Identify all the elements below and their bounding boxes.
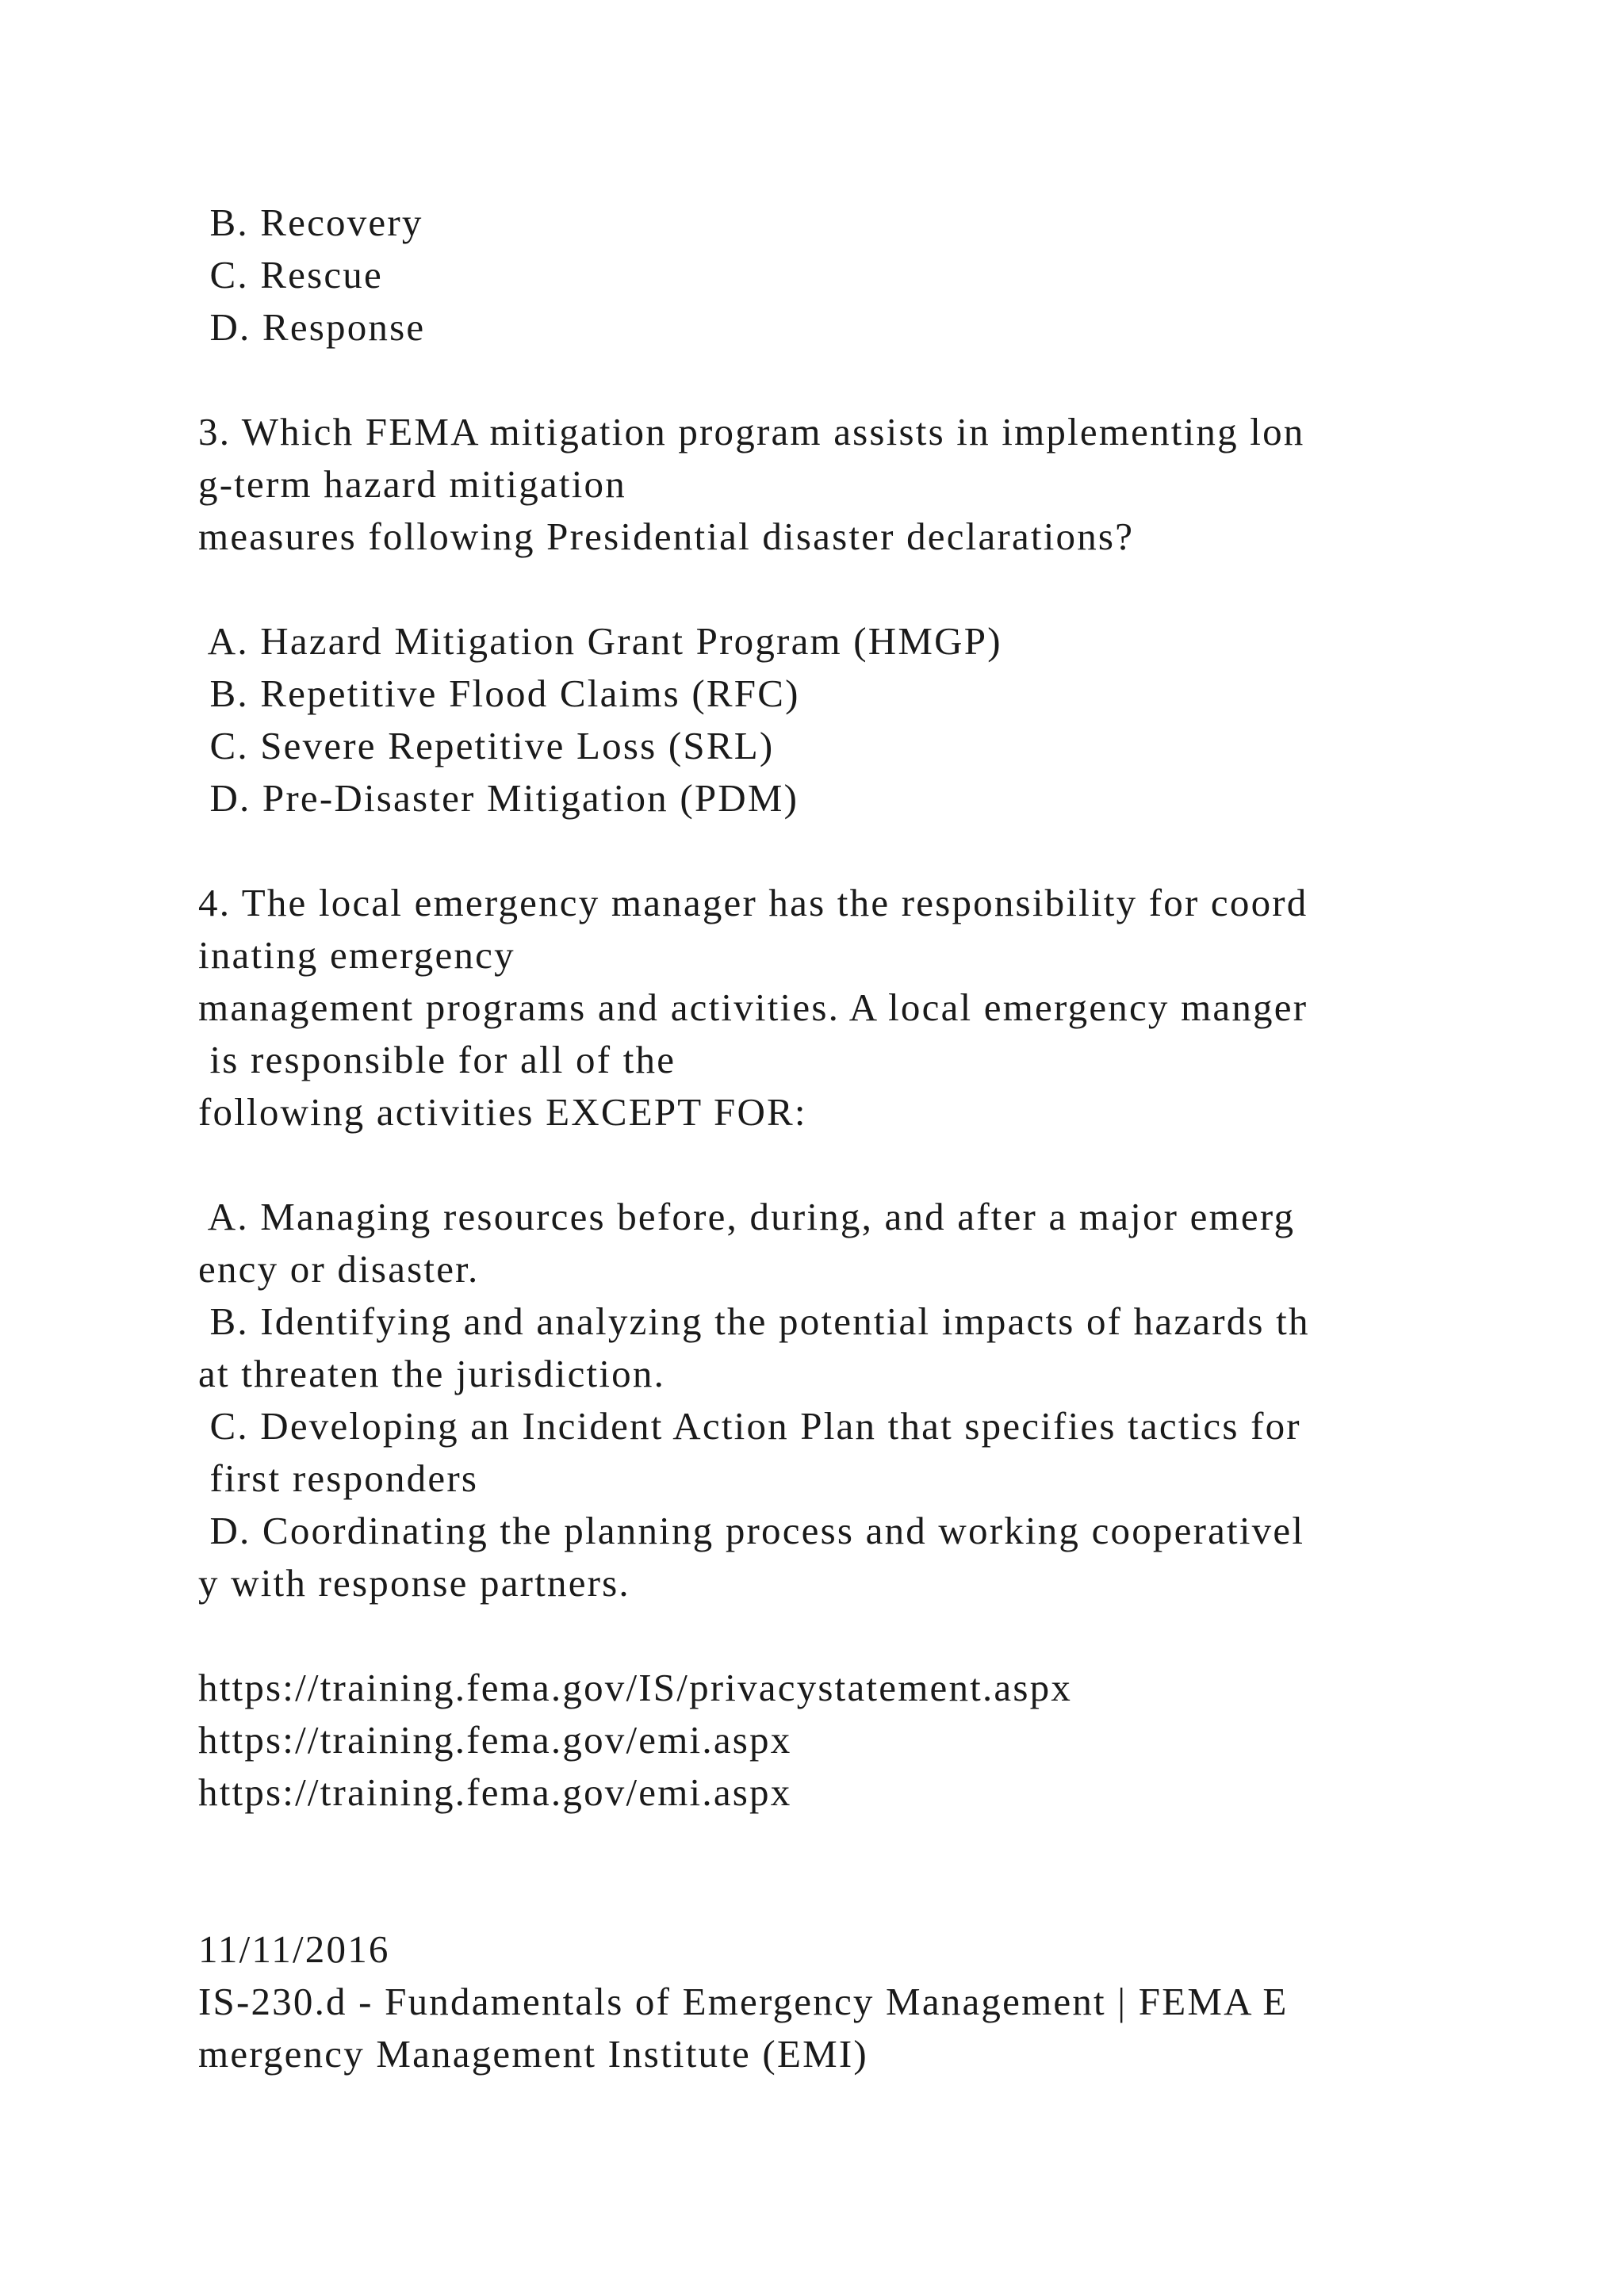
answer-option-line: A. Managing resources before, during, and after a major emerg — [198, 1195, 1296, 1238]
answer-option-line: B. Recovery — [198, 201, 423, 244]
footer-title-line: mergency Management Institute (EMI) — [198, 2032, 868, 2076]
question-line: following activities EXCEPT FOR: — [198, 1090, 807, 1134]
question-line: is responsible for all of the — [198, 1038, 676, 1081]
answer-option-line: B. Repetitive Flood Claims (RFC) — [198, 672, 800, 715]
answer-option-line: y with response partners. — [198, 1561, 630, 1605]
answer-option-line: B. Identifying and analyzing the potential impacts of hazards th — [198, 1299, 1310, 1343]
answer-option-line: D. Pre-Disaster Mitigation (PDM) — [198, 776, 799, 820]
answer-option-line: at threaten the jurisdiction. — [198, 1352, 666, 1395]
question-line: 3. Which FEMA mitigation program assists in implementing lon — [198, 410, 1305, 453]
url-line: https://training.fema.gov/IS/privacystatement.aspx — [198, 1666, 1073, 1709]
date-line: 11/11/2016 — [198, 1927, 390, 1971]
answer-option-line: A. Hazard Mitigation Grant Program (HMGP) — [198, 619, 1002, 663]
answer-option-line: ency or disaster. — [198, 1247, 480, 1291]
question-line: 4. The local emergency manager has the responsibility for coord — [198, 881, 1308, 924]
answer-option-line: C. Severe Repetitive Loss (SRL) — [198, 724, 775, 767]
answer-option-line: C. Developing an Incident Action Plan that specifies tactics for — [198, 1404, 1301, 1448]
footer-title-line: IS-230.d - Fundamentals of Emergency Management | FEMA E — [198, 1980, 1289, 2023]
answer-option-line: D. Coordinating the planning process and working cooperativel — [198, 1509, 1305, 1552]
question-line: g-term hazard mitigation — [198, 462, 626, 506]
url-line: https://training.fema.gov/emi.aspx — [198, 1770, 792, 1814]
question-line: measures following Presidential disaster declarations? — [198, 515, 1135, 558]
answer-option-line: C. Rescue — [198, 253, 383, 297]
question-line: inating emergency — [198, 933, 515, 977]
answer-option-line: first responders — [198, 1456, 479, 1500]
question-line: management programs and activities. A local emergency manger — [198, 985, 1308, 1029]
url-line: https://training.fema.gov/emi.aspx — [198, 1718, 792, 1762]
answer-option-line: D. Response — [198, 305, 426, 349]
